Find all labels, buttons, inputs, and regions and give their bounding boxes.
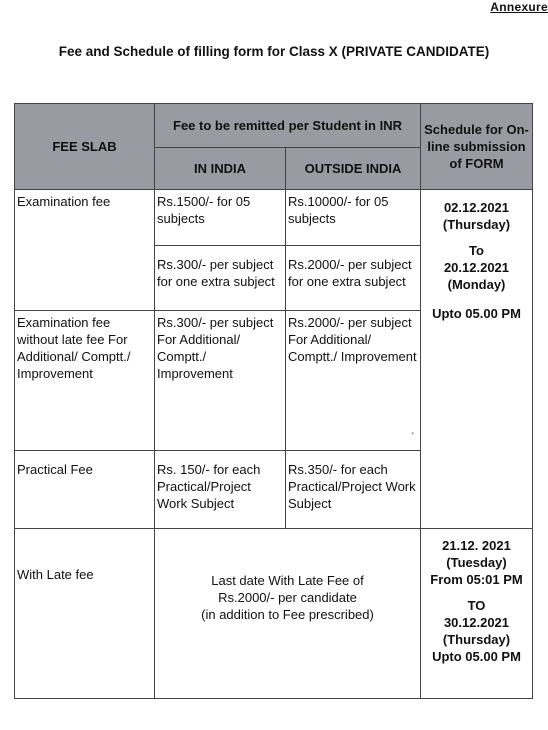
cell-exam-fee-outside: Rs.10000/- for 05 subjects	[286, 190, 421, 246]
cell-exam-fee-india-extra: Rs.300/- per subject for one extra subject	[155, 246, 286, 311]
schedule-late-start-time: From 05:01 PM	[430, 572, 523, 587]
schedule-normal-start-date: 02.12.2021	[443, 200, 510, 215]
page-title: Fee and Schedule of filling form for Class X (PRIVATE CANDIDATE)	[58, 44, 490, 59]
header-outside-india: OUTSIDE INDIA	[286, 148, 421, 190]
annexure-label: Annexure	[490, 0, 548, 14]
schedule-late-end-day: (Thursday)	[442, 632, 511, 647]
schedule-late-start-date: 21.12. 2021	[442, 538, 511, 553]
scan-dot: •	[411, 429, 414, 438]
row-label-examination-fee: Examination fee	[15, 190, 155, 311]
cell-additional-outside-text: Rs.2000/- per subject For Additional/ Comptt./ Improvement	[288, 315, 417, 364]
cell-practical-india: Rs. 150/- for each Practical/Project Work Subject	[155, 451, 286, 529]
schedule-normal-start-day: (Thursday)	[442, 217, 511, 232]
schedule-normal-cell	[421, 190, 533, 529]
row-label-practical-fee: Practical Fee	[15, 451, 155, 529]
cell-exam-fee-india: Rs.1500/- for 05 subjects	[155, 190, 286, 246]
row-label-late-fee: With Late fee	[15, 529, 155, 699]
schedule-late-end-date: 30.12.2021	[443, 615, 510, 630]
schedule-normal-end-day: (Monday)	[447, 277, 506, 292]
schedule-late-start-day: (Tuesday)	[446, 555, 507, 570]
header-in-india: IN INDIA	[155, 148, 286, 190]
schedule-late-cell	[421, 529, 533, 699]
row-label-exam-fee-additional: Examination fee without late fee For Additional/ Comptt./ Improvement	[15, 311, 155, 451]
schedule-normal-to: To	[469, 243, 484, 258]
late-fee-line1: Last date With Late Fee of Rs.2000/- per candidate	[211, 573, 364, 605]
late-fee-line2: (in addition to Fee prescribed)	[201, 607, 374, 622]
cell-additional-outside	[286, 311, 421, 451]
header-fee-slab: FEE SLAB	[15, 104, 155, 190]
header-fee-remitted: Fee to be remitted per Student in INR	[155, 104, 421, 148]
schedule-late-to: TO	[467, 598, 486, 613]
cell-exam-fee-outside-extra: Rs.2000/- per subject for one extra subject	[286, 246, 421, 311]
fee-schedule-table	[14, 103, 533, 699]
schedule-late-end-time: Upto 05.00 PM	[432, 649, 521, 664]
schedule-normal-time: Upto 05.00 PM	[432, 306, 521, 321]
cell-additional-india: Rs.300/- per subject For Additional/ Comptt./ Improvement	[155, 311, 286, 451]
schedule-normal-end-date: 20.12.2021	[443, 260, 510, 275]
cell-late-fee	[155, 529, 421, 699]
header-schedule: Schedule for On-line submission of FORM	[421, 104, 533, 190]
cell-practical-outside: Rs.350/- for each Practical/Project Work Subject	[286, 451, 421, 529]
